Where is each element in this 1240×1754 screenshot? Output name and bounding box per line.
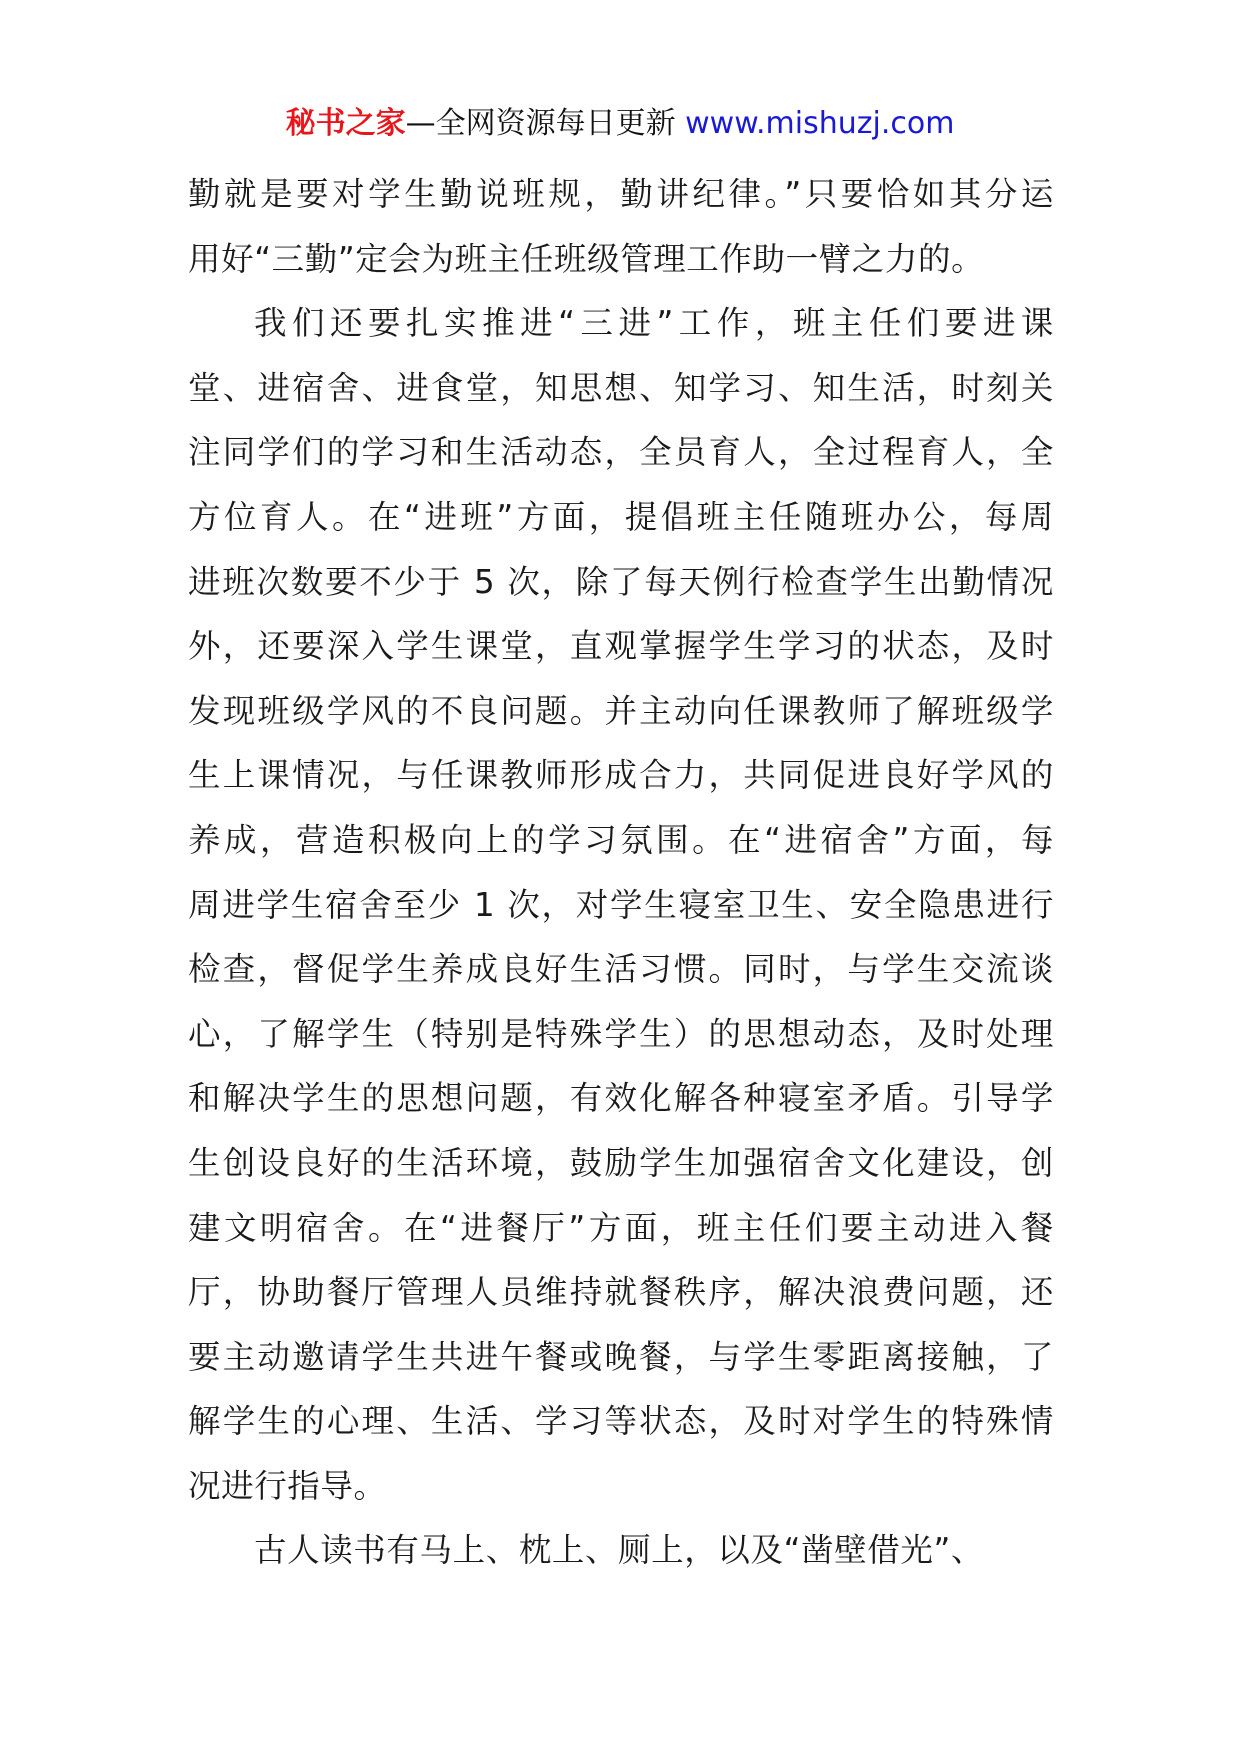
text-line: 心，了解学生（特别是特殊学生）的思想动态，及时处理 (188, 1014, 1054, 1053)
text-line: 生创设良好的生活环境，鼓励学生加强宿舍文化建设，创 (188, 1143, 1054, 1182)
text-line: 发现班级学风的不良问题。并主动向任课教师了解班级学 (188, 691, 1054, 730)
brand-name: 秘书之家 (285, 106, 406, 141)
website-link[interactable]: www.mishuzj.com (685, 106, 955, 141)
text-line: 周进学生宿舍至少 1 次，对学生寝室卫生、安全隐患进行 (188, 885, 1054, 924)
text-line: 外，还要深入学生课堂，直观掌握学生学习的状态，及时 (188, 627, 1054, 666)
text-line: 注同学们的学习和生活动态，全员育人，全过程育人，全 (188, 433, 1054, 472)
text-line: 和解决学生的思想问题，有效化解各种寝室矛盾。引导学 (188, 1079, 1054, 1118)
text-line: 要主动邀请学生共进午餐或晚餐，与学生零距离接触，了 (188, 1337, 1054, 1376)
text-line: 勤就是要对学生勤说班规，勤讲纪律。”只要恰如其分运 (188, 175, 1054, 213)
header-tagline: —全网资源每日更新 (405, 106, 686, 141)
text-line: 建文明宿舍。在“进餐厅”方面，班主任们要主动进入餐 (188, 1208, 1054, 1247)
text-line: 厅，协助餐厅管理人员维持就餐秩序，解决浪费问题，还 (188, 1273, 1054, 1312)
text-line: 进班次数要不少于 5 次，除了每天例行检查学生出勤情况 (188, 562, 1054, 601)
text-line: 我们还要扎实推进“三进”工作，班主任们要进课 (254, 304, 1054, 343)
page-header (0, 100, 1240, 148)
text-line: 生上课情况，与任课教师形成合力，共同促进良好学风的 (188, 756, 1054, 795)
text-line: 况进行指导。 (188, 1466, 387, 1505)
document-body (188, 162, 1054, 1583)
text-line: 解学生的心理、生活、学习等状态，及时对学生的特殊情 (188, 1402, 1054, 1441)
text-line: 堂、进宿舍、进食堂，知思想、知学习、知生活，时刻关 (188, 368, 1054, 407)
text-line: 古人读书有马上、枕上、厕上，以及“凿壁借光”、 (254, 1531, 984, 1570)
text-line: 用好“三勤”定会为班主任班级管理工作助一臂之力的。 (188, 239, 985, 278)
text-line: 养成，营造积极向上的学习氛围。在“进宿舍”方面，每 (188, 820, 1054, 859)
text-line: 方位育人。在“进班”方面，提倡班主任随班办公，每周 (188, 497, 1054, 536)
text-line: 检查，督促学生养成良好生活习惯。同时，与学生交流谈 (188, 950, 1054, 989)
